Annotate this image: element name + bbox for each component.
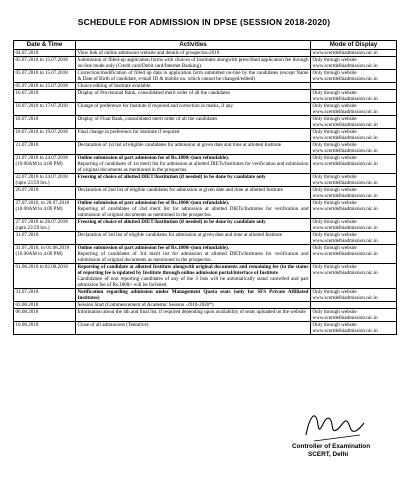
row-activity [76, 129, 311, 142]
row-activity-text: Session Start (Commencement of Academic Session -2018-2020*) [77, 302, 214, 308]
table-row [14, 70, 397, 83]
signature-block [292, 443, 402, 459]
table-row [14, 302, 397, 309]
table-row [14, 200, 397, 219]
row-date: 05.07.2018 to 15.07.2018 [14, 57, 76, 70]
row-activity-text: Change of preference for Institute if required and correction in marks, if any. [77, 103, 234, 109]
row-activity [76, 200, 311, 219]
row-date: 26.07.2018 [14, 187, 76, 200]
row-activity-text: Choice editing of Institute available [77, 83, 151, 89]
row-activity [76, 289, 311, 302]
column-header-activities: Activities [76, 41, 311, 50]
table-row [14, 289, 397, 302]
row-activity-text: Declaration of 2nd list of eligible candidates for admission at given date and time at allotted Institute [77, 187, 283, 193]
row-mode: Only through website www.scertdelhiadmission.nic.in [311, 289, 397, 302]
row-mode: Only through website www.scertdelhiadmission.nic.in [311, 57, 397, 70]
row-mode: Only through website www.scertdelhiadmission.nic.in [311, 103, 397, 116]
row-activity-text: Display of Provisional Rank, consolidated merit order of all the candidates [77, 90, 230, 96]
row-mode: Only through website www.scertdelhiadmission.nic.in [311, 155, 397, 174]
row-activity-text: Display of Final Rank, consolidated merit order of all the candidates [77, 116, 218, 122]
table-row [14, 264, 397, 289]
row-mode: Only through website www.scertdelhiadmission.nic.in [311, 129, 397, 142]
row-activity-text: Submission of filled-up application forms with choices of Institutes alongwith prescribed application fee through on-line mode only (Credit card/Debit card/Internet Banking). [77, 57, 309, 69]
row-activity-text: Information about the 4th and final list, if required depending upon availability of seats uploaded on the website [77, 309, 306, 315]
row-activity-bold: Freezing of choice of allotted DIET/Institution (if needed) to be done by candidate only [77, 174, 266, 180]
row-mode: Only through website www.scertdelhiadmission.nic.in [311, 245, 397, 264]
row-activity [76, 232, 311, 245]
schedule-table [13, 40, 397, 335]
row-date: 10.08.2018 [14, 322, 76, 335]
row-activity [76, 83, 311, 90]
row-date: 16.07.2018 to 17.07.2018 [14, 103, 76, 116]
table-row [14, 187, 397, 200]
row-activity [76, 187, 311, 200]
row-date: 05.07.2018 to 15.07.2018 [14, 70, 76, 83]
page-title: SCHEDULE FOR ADMISSION IN DPSE (SESSION 2018-2020) [77, 17, 331, 27]
table-header-row [14, 41, 397, 50]
table-row [14, 232, 397, 245]
row-mode: Only through website www.scertdelhiadmission.nic.in [311, 232, 397, 245]
row-mode: Only through website www.scertdelhiadmission.nic.in [311, 174, 397, 187]
row-activity-text: Final change in preference for Institute if required [77, 129, 180, 135]
row-activity [76, 309, 311, 322]
row-date: 21.07.2018 [14, 142, 76, 155]
row-activity [76, 116, 311, 129]
row-activity [76, 70, 311, 83]
row-activity-bold: Reporting of candidate at allotted Institute alongwith original documents and remaining fee (in the status of reporting fee is updated by Institute through online admission portal/interface of Institute [77, 264, 309, 276]
signature-title: Controller of Examination [292, 443, 371, 450]
row-date: 18.07.2018 to 19.07.2018 [14, 129, 76, 142]
row-activity-text: Candidature of non reporting candidates of any of the 3 lists will be automatically stand cancelled and part admission fee of Rs.1800/- will be forfeited [77, 276, 309, 288]
row-date: 16.07.2018 [14, 90, 76, 103]
table-row [14, 50, 397, 57]
row-activity [76, 57, 311, 70]
row-mode: Only through website www.scertdelhiadmission.nic.in [311, 322, 397, 335]
row-mode: Only through website www.scertdelhiadmission.nic.in [311, 200, 397, 219]
row-mode: Only through website www.scertdelhiadmission.nic.in [311, 187, 397, 200]
table-row [14, 142, 397, 155]
row-activity-text: Correction/modification of filled up data in application form submitted on-line by the candidates (except Name & Date of Birth of candidate, e-mail ID & mobile no. which cannot be changed/edited) [77, 70, 309, 82]
row-activity [76, 322, 311, 335]
row-activity-bold: Freezing of choice of allotted DIET/Institution (if needed) to be done by candidate only [77, 219, 266, 225]
row-activity [76, 142, 311, 155]
table-row [14, 219, 397, 232]
row-date: 27.07.2018, to 28.07.2018 (10.00AM to 4.00 PM) [14, 200, 76, 219]
row-mode: Only through website www.scertdelhiadmission.nic.in [311, 219, 397, 232]
row-activity-text: Reporting of candidates of 3rd merit list for admission at allotted DIETs/Institutes for verification and submission of original documents as mentioned in the prospectus. [77, 251, 309, 263]
signature-org: SCERT, Delhi [308, 451, 349, 458]
row-activity-text: Declaration of 1st list of eligible candidates for admission at given date and time at allotted Institute [77, 142, 282, 148]
signature-scribble [300, 405, 370, 445]
row-date: 31.07.2018, to 01.08.2018 (10.00AM to 4.00 PM) [14, 245, 76, 264]
column-header-mode: Mode of Display [311, 41, 397, 50]
table-row [14, 245, 397, 264]
table-row [14, 322, 397, 335]
table-row [14, 129, 397, 142]
row-date: 31.07.2018 [14, 232, 76, 245]
row-mode: Only through website www.scertdelhiadmission.nic.in [311, 90, 397, 103]
table-row [14, 90, 397, 103]
row-date: 01.08.2018 to 02.08.2018 [14, 264, 76, 289]
row-date: 05.07.2018 to 15.07.2018 [14, 83, 76, 90]
row-activity [76, 264, 311, 289]
row-activity-text: Close of all admissions (Tentative) [77, 322, 149, 328]
row-activity-text: Reporting of candidates of 2nd merit list for admission at allotted DIETs/Institutes for verification and submission of original documents as mentioned in the prospectus. [77, 206, 309, 218]
table-row [14, 155, 397, 174]
table-row [14, 103, 397, 116]
row-activity-bold: Online submission of part admission fee of Rs.1800/-(non refundable). [77, 245, 230, 251]
row-date: 22.07.2018 to 24.07.2018 (upto 23:59 hrs.) [14, 174, 76, 187]
row-activity-bold: Online submission of part admission fee of Rs.1800/-(non refundable). [77, 200, 230, 206]
row-activity-text: View link of online admission website and details of prospectus-2018 [77, 50, 220, 56]
table-row [14, 116, 397, 129]
row-activity [76, 90, 311, 103]
row-activity [76, 50, 311, 57]
table-row [14, 57, 397, 70]
row-activity-text: Declaration of 3rd list of eligible candidates for admission at given date and time at allotted Institute [77, 232, 283, 238]
row-date: 04.07.2018 [14, 50, 76, 57]
row-date: 21.07.2018 to 24.07.2018 (10.00AM to 4.00 PM) [14, 155, 76, 174]
table-row [14, 83, 397, 90]
table-row [14, 309, 397, 322]
row-mode: Only through website www.scertdelhiadmission.nic.in [311, 264, 397, 289]
row-date: 27.07.2018 to 28.07.2018 (upto 23:59 hrs.) [14, 219, 76, 232]
row-activity [76, 103, 311, 116]
row-mode: Only through website www.scertdelhiadmission.nic.in [311, 309, 397, 322]
row-mode: Only through website www.scertdelhiadmission.nic.in [311, 142, 397, 155]
row-mode: Only through website www.scertdelhiadmission.nic.in [311, 116, 397, 129]
row-activity [76, 245, 311, 264]
row-activity [76, 219, 311, 232]
row-date: 31.07.2018 [14, 289, 76, 302]
row-mode: Only through website www.scertdelhiadmission.nic.in [311, 70, 397, 83]
row-activity-bold: Notification regarding admission under Management Quota seats (only for SFS Private Affiliated Institutes) [77, 289, 309, 301]
row-activity [76, 155, 311, 174]
row-date: 06.08.2018 [14, 309, 76, 322]
row-mode: www.scertdelhiadmission.nic.in [311, 50, 397, 57]
column-header-date: Date & Time [14, 41, 76, 50]
table-row [14, 174, 397, 187]
row-activity [76, 174, 311, 187]
row-activity-text: Reporting of candidates of 1st merit list for admission at allotted DIETs/Institutes for verification and submission of original documents as mentioned in the prospectus. [77, 161, 309, 173]
row-mode [311, 83, 397, 90]
row-mode [311, 302, 397, 309]
row-activity-bold: Online submission of part admission fee of Rs.1800/-(non refundable). [77, 155, 230, 161]
row-activity [76, 302, 311, 309]
row-date: 18.07.2018 [14, 116, 76, 129]
row-date: 03.08.2018 [14, 302, 76, 309]
